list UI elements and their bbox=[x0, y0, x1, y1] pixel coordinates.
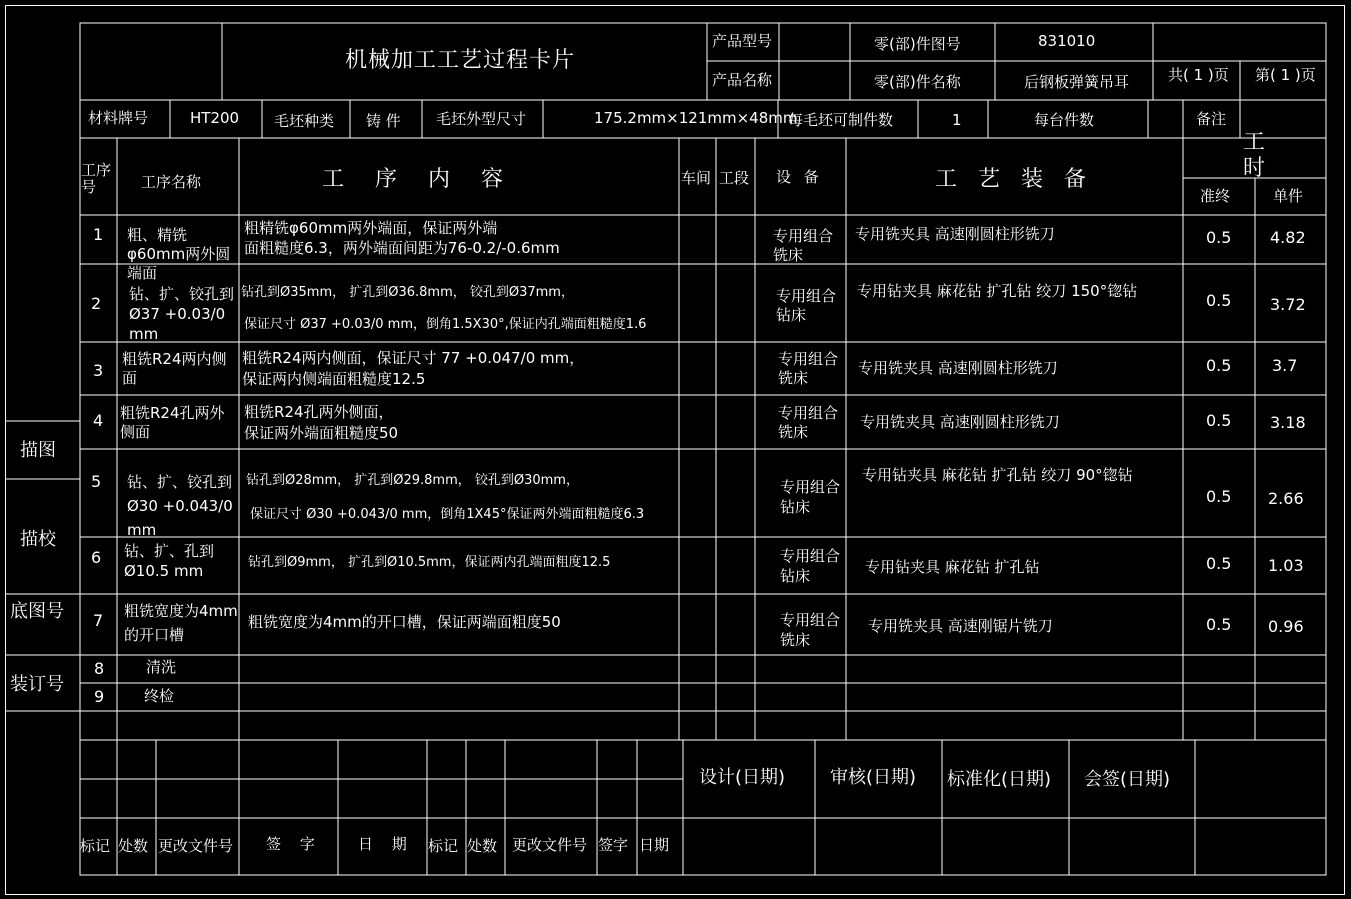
row5-tooling: 专用钻夹具 麻花钻 扩孔钻 绞刀 90°锪钻 bbox=[862, 466, 1133, 484]
row1-content-line1: 粗精铣φ60mm两外端面，保证两外端 bbox=[244, 219, 498, 237]
row7-equipment: 专用组合铣床 bbox=[780, 611, 841, 649]
row3-no: 3 bbox=[93, 361, 104, 380]
footer-standardization: 标准化(日期) bbox=[947, 769, 1052, 790]
page-number: 第( 1 )页 bbox=[1255, 66, 1316, 84]
row4-name: 粗铣R24孔两外侧面 bbox=[120, 404, 225, 441]
row3-content-line1: 粗铣R24两内侧面，保证尺寸 77 +0.047/0 mm， bbox=[242, 349, 585, 367]
row6-no: 6 bbox=[91, 548, 102, 567]
col-equipment: 设 备 bbox=[776, 168, 819, 186]
row5-content-line2: 保证尺寸 Ø30 +0.043/0 mm，倒角1X45°保证两外端面粗糙度6.3 bbox=[250, 507, 645, 522]
footer-sign: 签 字 bbox=[266, 835, 315, 853]
col-process-name: 工序名称 bbox=[141, 173, 202, 191]
row6-content-line1: 钻孔到Ø9mm， 扩孔到Ø10.5mm，保证两内孔端面粗度12.5 bbox=[248, 555, 611, 570]
footer-date: 日 期 bbox=[358, 835, 407, 853]
row1-tooling: 专用铣夹具 高速刚圆柱形铣刀 bbox=[855, 225, 1055, 243]
row6-equipment: 专用组合钻床 bbox=[780, 547, 841, 585]
row1-prep: 0.5 bbox=[1206, 228, 1232, 247]
row3-name: 粗铣R24两内侧面 bbox=[122, 350, 227, 387]
footer-change-doc: 更改文件号 bbox=[158, 837, 234, 855]
row6-prep: 0.5 bbox=[1206, 554, 1232, 573]
row7-content-line1: 粗铣宽度为4mm的开口槽，保证两端面粗度50 bbox=[248, 613, 561, 631]
row9-name: 终检 bbox=[144, 687, 175, 705]
row2-equipment: 专用组合钻床 bbox=[776, 287, 837, 324]
row7-prep: 0.5 bbox=[1206, 615, 1232, 634]
col-unit-time: 单件 bbox=[1273, 187, 1304, 205]
row7-name: 粗铣宽度为4mm的开口槽 bbox=[124, 602, 238, 644]
footer-count-2: 处数 bbox=[467, 837, 498, 855]
row1-content-line2: 面粗糙度6.3，两外端面间距为76-0.2/-0.6mm bbox=[244, 239, 560, 257]
row4-unit: 3.18 bbox=[1270, 413, 1306, 432]
blank-size-label: 毛坯外型尺寸 bbox=[436, 110, 527, 128]
side-check-label: 描校 bbox=[20, 529, 56, 550]
row7-unit: 0.96 bbox=[1268, 617, 1304, 636]
total-pages: 共( 1 )页 bbox=[1168, 66, 1229, 84]
parts-per-blank-label: 每毛坯可制件数 bbox=[788, 111, 894, 129]
col-work-time: 工时 bbox=[1243, 130, 1266, 181]
footer-mark: 标记 bbox=[80, 837, 111, 855]
material-label: 材料牌号 bbox=[88, 109, 149, 127]
row8-name: 清洗 bbox=[146, 658, 177, 676]
row4-content-line2: 保证两外端面粗糙度50 bbox=[244, 424, 399, 442]
row4-content-line1: 粗铣R24孔两外侧面， bbox=[244, 403, 394, 421]
row6-unit: 1.03 bbox=[1268, 556, 1304, 575]
parts-per-blank-value: 1 bbox=[952, 111, 962, 129]
side-trace-label: 描图 bbox=[20, 440, 56, 461]
col-prep-time: 准终 bbox=[1200, 187, 1231, 205]
row4-tooling: 专用铣夹具 高速刚圆柱形铣刀 bbox=[860, 413, 1060, 431]
row2-unit: 3.72 bbox=[1270, 295, 1306, 314]
footer-date-2: 日期 bbox=[639, 836, 670, 854]
row5-no: 5 bbox=[91, 472, 102, 491]
blank-type-label: 毛坯种类 bbox=[274, 112, 335, 130]
row3-unit: 3.7 bbox=[1272, 356, 1298, 375]
part-no-value: 831010 bbox=[1038, 32, 1096, 50]
row2-name: 钻、扩、铰孔到Ø37 +0.03/0 mm bbox=[129, 285, 235, 343]
row2-content-line2: 保证尺寸 Ø37 +0.03/0 mm，倒角1.5X30°,保证内孔端面粗糙度1.6 bbox=[244, 317, 647, 332]
row6-name: 钻、扩、孔到Ø10.5 mm bbox=[124, 542, 215, 580]
parts-per-unit-label: 每台件数 bbox=[1034, 111, 1095, 129]
row1-name: 粗、精铣φ60mm两外圆端面 bbox=[127, 226, 231, 282]
footer-review: 审核(日期) bbox=[830, 767, 917, 788]
col-section: 工段 bbox=[719, 169, 750, 187]
product-model-label: 产品型号 bbox=[712, 32, 773, 50]
row1-unit: 4.82 bbox=[1270, 228, 1306, 247]
row1-no: 1 bbox=[93, 225, 104, 244]
blank-size-value: 175.2mm×121mm×48mm bbox=[594, 109, 798, 127]
row3-content-line2: 保证两内侧端面粗糙度12.5 bbox=[242, 370, 426, 388]
row5-content-line1: 钻孔到Ø28mm， 扩孔到Ø29.8mm， 铰孔到Ø30mm， bbox=[246, 473, 579, 488]
footer-countersign: 会签(日期) bbox=[1084, 769, 1171, 790]
row5-name: 钻、扩、铰孔到Ø30 +0.043/0 mm bbox=[127, 473, 233, 539]
row9-no: 9 bbox=[94, 687, 105, 706]
material-value: HT200 bbox=[190, 109, 240, 127]
row4-no: 4 bbox=[93, 411, 104, 430]
card-title: 机械加工工艺过程卡片 bbox=[345, 48, 576, 73]
row5-unit: 2.66 bbox=[1268, 489, 1304, 508]
row7-tooling: 专用铣夹具 高速刚锯片铣刀 bbox=[868, 617, 1053, 635]
row5-equipment: 专用组合钻床 bbox=[780, 478, 841, 516]
row4-equipment: 专用组合铣床 bbox=[778, 404, 839, 441]
row2-no: 2 bbox=[91, 294, 102, 313]
row3-equipment: 专用组合铣床 bbox=[778, 350, 839, 387]
col-process-no: 工序号 bbox=[81, 161, 112, 196]
row2-content-line1: 钻孔到Ø35mm， 扩孔到Ø36.8mm， 铰孔到Ø37mm， bbox=[241, 285, 574, 300]
remarks-label: 备注 bbox=[1196, 110, 1227, 128]
col-process-content: 工 序 内 容 bbox=[322, 167, 503, 192]
side-binding-no-label: 装订号 bbox=[10, 674, 64, 695]
part-name-value: 后钢板弹簧吊耳 bbox=[1024, 73, 1130, 91]
product-name-label: 产品名称 bbox=[712, 71, 773, 89]
row1-equipment: 专用组合铣床 bbox=[773, 227, 834, 264]
row7-no: 7 bbox=[93, 611, 104, 630]
row8-no: 8 bbox=[94, 659, 105, 678]
row4-prep: 0.5 bbox=[1206, 411, 1232, 430]
footer-change-doc-2: 更改文件号 bbox=[512, 836, 588, 854]
footer-count: 处数 bbox=[118, 837, 149, 855]
part-name-label: 零(部)件名称 bbox=[874, 73, 961, 91]
row3-prep: 0.5 bbox=[1206, 356, 1232, 375]
row2-tooling: 专用钻夹具 麻花钻 扩孔钻 绞刀 150°锪钻 bbox=[857, 282, 1138, 300]
row3-tooling: 专用铣夹具 高速刚圆柱形铣刀 bbox=[858, 359, 1058, 377]
row6-tooling: 专用钻夹具 麻花钻 扩孔钻 bbox=[865, 558, 1040, 576]
row5-prep: 0.5 bbox=[1206, 487, 1232, 506]
row2-prep: 0.5 bbox=[1206, 291, 1232, 310]
blank-type-value: 铸 件 bbox=[366, 112, 401, 130]
footer-design: 设计(日期) bbox=[699, 767, 786, 788]
footer-mark-2: 标记 bbox=[428, 837, 459, 855]
col-tooling: 工 艺 装 备 bbox=[935, 167, 1086, 192]
side-base-no-label: 底图号 bbox=[10, 601, 64, 622]
part-no-label: 零(部)件图号 bbox=[874, 35, 961, 53]
footer-sign-2: 签字 bbox=[598, 836, 629, 854]
col-workshop: 车间 bbox=[681, 169, 712, 187]
